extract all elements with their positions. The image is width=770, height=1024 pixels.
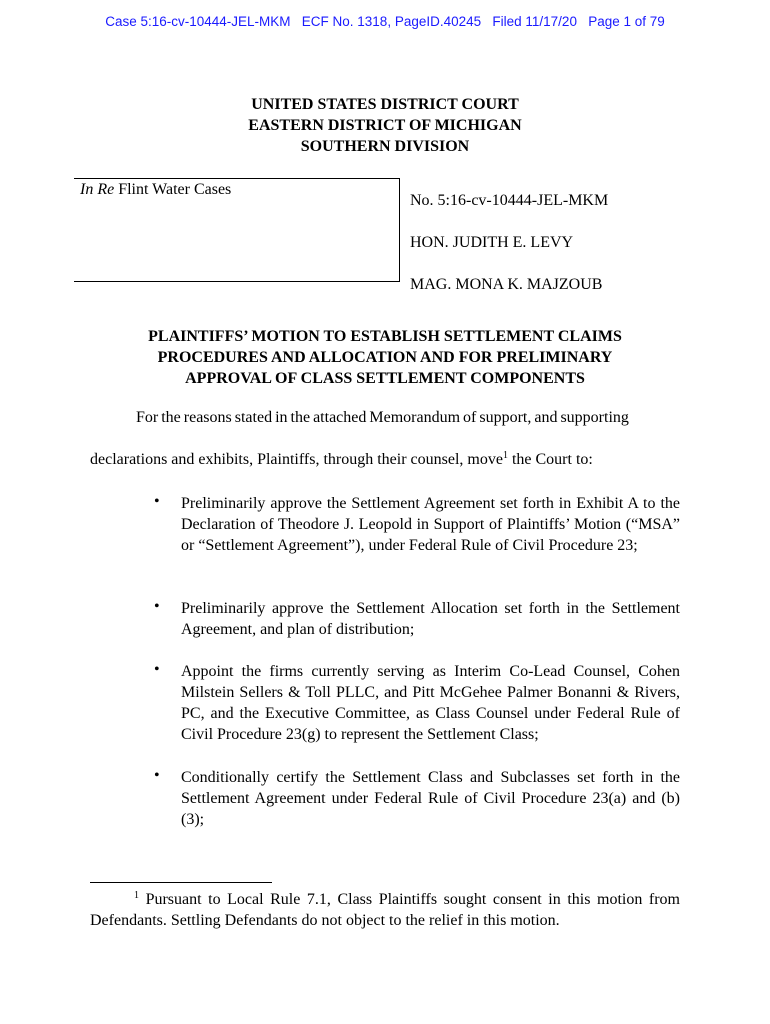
case-name — [80, 181, 231, 199]
bullet-icon: • — [154, 661, 160, 678]
footnote-marker: 1 — [134, 890, 139, 901]
court-district: EASTERN DISTRICT OF MICHIGAN — [248, 117, 522, 134]
intro-paragraph-line2 — [90, 451, 593, 469]
judge-name: HON. JUDITH E. LEVY — [410, 234, 574, 251]
list-item: Preliminarily approve the Settlement Agreement set forth in Exhibit A to the Declaration of Theodore J. Leopold in Support of Plaintiffs’ Motion (“MSA” or “Settlement Agreement”), under Federal Rule of Civil Procedure 23; — [181, 495, 680, 554]
motion-title — [0, 326, 770, 389]
bullet-icon: • — [154, 767, 160, 784]
intro-text-end: the Court to: — [507, 451, 593, 468]
list-item: Conditionally certify the Settlement Class and Subclasses set forth in the Settlement Agreement under Federal Rule of Civil Procedure 23(a) and (b)(3); — [181, 769, 680, 828]
intro-paragraph-line1: For the reasons stated in the attached Memorandum of support, and supporting — [136, 409, 629, 426]
footnote-divider — [90, 882, 272, 883]
magistrate-name: MAG. MONA K. MAJZOUB — [410, 276, 603, 293]
court-division: SOUTHERN DIVISION — [300, 138, 470, 155]
list-item: Preliminarily approve the Settlement Allocation set forth in the Settlement Agreement, and plan of distribution; — [181, 600, 680, 638]
footnote — [90, 889, 680, 931]
bullet-icon: • — [154, 598, 160, 615]
court-name: UNITED STATES DISTRICT COURT — [251, 96, 519, 113]
footnote-text: Pursuant to Local Rule 7.1, Class Plaintiffs sought consent in this motion from Defendants. Settling Defendants do not object to the relief in this motion. — [90, 891, 680, 929]
case-caption-box — [74, 178, 400, 282]
ecf-filing-stamp: Case 5:16-cv-10444-JEL-MKM ECF No. 1318, PageID.40245 Filed 11/17/20 Page 1 of 79 — [105, 14, 665, 29]
motion-title-line: PLAINTIFFS’ MOTION TO ESTABLISH SETTLEMENT CLAIMS — [148, 328, 622, 345]
bullet-icon: • — [154, 493, 160, 510]
case-name-text: Flint Water Cases — [114, 181, 232, 198]
case-details — [410, 180, 608, 306]
list-item: Appoint the firms currently serving as Interim Co-Lead Counsel, Cohen Milstein Sellers & Toll PLLC, and Pitt McGehee Palmer Bonanni & Rivers, PC, and the Executive Committee, as Class Counsel under Federal Rule of Civil Procedure 23(g) to represent the Settlement Class; — [181, 663, 680, 743]
footnote-reference: 1 — [502, 450, 508, 461]
court-heading — [0, 94, 770, 157]
intro-text: declarations and exhibits, Plaintiffs, through their counsel, move — [90, 451, 503, 468]
case-number: No. 5:16-cv-10444-JEL-MKM — [410, 192, 609, 209]
motion-title-line: APPROVAL OF CLASS SETTLEMENT COMPONENTS — [185, 370, 585, 387]
motion-title-line: PROCEDURES AND ALLOCATION AND FOR PRELIMINARY — [157, 349, 613, 366]
case-name-prefix: In Re — [80, 181, 115, 198]
